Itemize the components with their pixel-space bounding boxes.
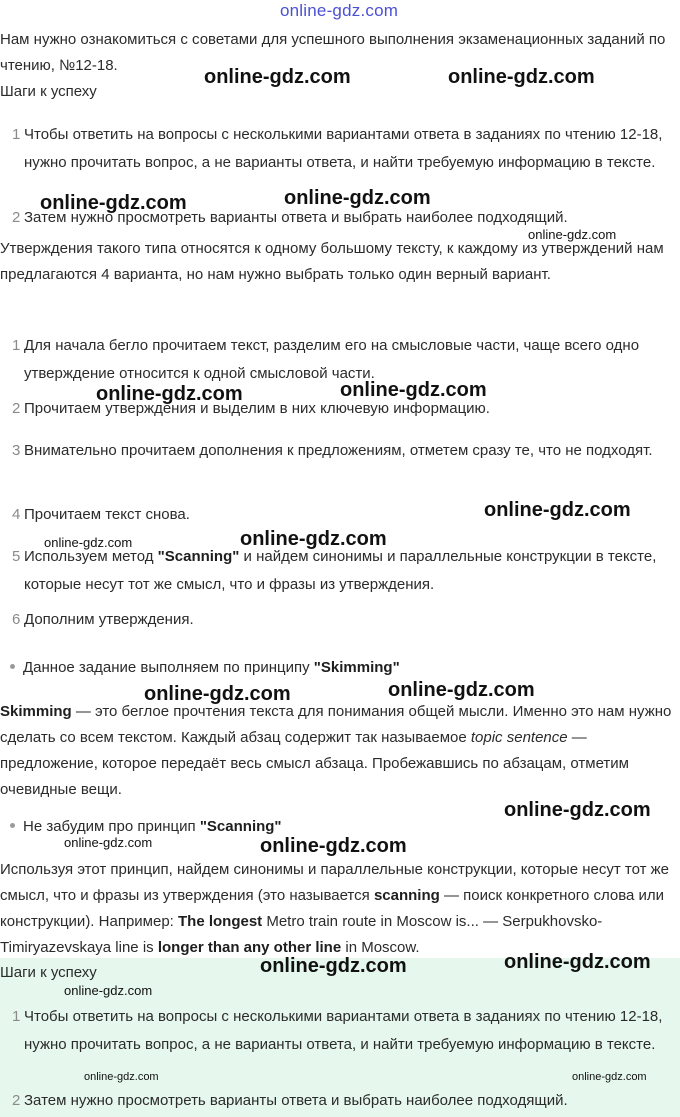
- list-text: Используем метод "Scanning" и найдем синонимы и параллельные конструкции в тексте, которые несут тот же смысл, что и фразы из утверждения.: [24, 548, 657, 593]
- list-number: 2: [12, 400, 21, 417]
- list-number: 6: [12, 611, 21, 628]
- watermark: online-gdz.com: [484, 499, 631, 521]
- watermark: online-gdz.com: [260, 835, 407, 857]
- watermark: online-gdz.com: [284, 187, 431, 209]
- bullet-dot: [10, 664, 15, 669]
- list-text: Прочитаем текст снова.: [24, 506, 190, 523]
- statements-paragraph: Утверждения такого типа относятся к одному большому тексту, к каждому из утверждений нам предлагаются 4 варианта, но нам нужно выбрать только один верный вариант.: [0, 240, 664, 283]
- list-text: Для начала бегло прочитаем текст, разделим его на смысловые части, чаще всего одно утверждение относится к одной смысловой части.: [24, 337, 640, 382]
- watermark: online-gdz.com: [504, 799, 651, 821]
- list-text: Чтобы ответить на вопросы с несколькими вариантами ответа в заданиях по чтению 12-18, нужно прочитать вопрос, а не варианты ответа, и найти требуемую информацию в тексте.: [24, 1008, 663, 1053]
- list-number: 4: [12, 506, 21, 523]
- list-text: Прочитаем утверждения и выделим в них ключевую информацию.: [24, 400, 490, 417]
- watermark: online-gdz.com: [204, 66, 351, 88]
- watermark: online-gdz.com: [84, 1071, 159, 1083]
- list-number: 5: [12, 548, 21, 565]
- watermark: online-gdz.com: [96, 383, 243, 405]
- watermark: online-gdz.com: [260, 955, 407, 977]
- intro-paragraph: Нам нужно ознакомиться с советами для успешного выполнения экзаменационных заданий по чтению, №12-18.: [0, 31, 666, 74]
- watermark: online-gdz.com: [144, 683, 291, 705]
- list-number: 1: [12, 126, 21, 143]
- steps-heading: Шаги к успеху: [0, 964, 97, 981]
- list-text: Дополним утверждения.: [24, 611, 194, 628]
- list-number: 1: [12, 1008, 21, 1025]
- bullet-scanning: Не забудим про принцип "Scanning": [10, 814, 282, 840]
- bullet-skimming: Данное задание выполняем по принципу "Skimming": [10, 655, 400, 681]
- list-number: 2: [12, 1092, 21, 1109]
- list-text: Внимательно прочитаем дополнения к предложениям, отметем сразу те, что не подходят.: [24, 442, 653, 459]
- watermark: online-gdz.com: [240, 528, 387, 550]
- watermark: online-gdz.com: [572, 1071, 647, 1083]
- watermark: online-gdz.com: [528, 227, 617, 242]
- bullet-dot: [10, 823, 15, 828]
- list-number: 2: [12, 209, 21, 226]
- skimming-paragraph: Skimming — это беглое прочтения текста для понимания общей мысли. Именно это нам нужно сделать со всем текстом. Каждый абзац содержит так называемое topic sentence — предложение, которое передаёт весь смысл абзаца. Пробежавшись по абзацам, отметим очевидные вещи.: [0, 703, 672, 798]
- watermark: online-gdz.com: [388, 679, 535, 701]
- steps-heading: Шаги к успеху: [0, 83, 97, 100]
- list-number: 1: [12, 337, 21, 354]
- watermark: online-gdz.com: [504, 951, 651, 973]
- watermark: online-gdz.com: [44, 535, 133, 550]
- watermark: online-gdz.com: [64, 983, 153, 998]
- scanning-paragraph: Используя этот принцип, найдем синонимы и параллельные конструкции, которые несут тот же смысл, что и фразы из утверждения (это называется scanning — поиск конкретного слова или конструкции). Например: The longest Metro train route in Moscow is... — Serpukhovsko-Timiryazevskaya line is longer than any other line in Moscow.: [0, 861, 670, 956]
- list-number: 3: [12, 442, 21, 459]
- watermark: online-gdz.com: [40, 192, 187, 214]
- list-text: Затем нужно просмотреть варианты ответа и выбрать наиболее подходящий.: [24, 1092, 568, 1109]
- watermark: online-gdz.com: [64, 835, 153, 850]
- watermark-logo: online-gdz.com: [280, 1, 399, 20]
- watermark: online-gdz.com: [448, 66, 595, 88]
- list-text: Чтобы ответить на вопросы с несколькими вариантами ответа в заданиях по чтению 12-18, нужно прочитать вопрос, а не варианты ответа, и найти требуемую информацию в тексте.: [24, 126, 663, 171]
- watermark: online-gdz.com: [340, 379, 487, 401]
- list-text: Затем нужно просмотреть варианты ответа и выбрать наиболее подходящий.: [24, 209, 568, 226]
